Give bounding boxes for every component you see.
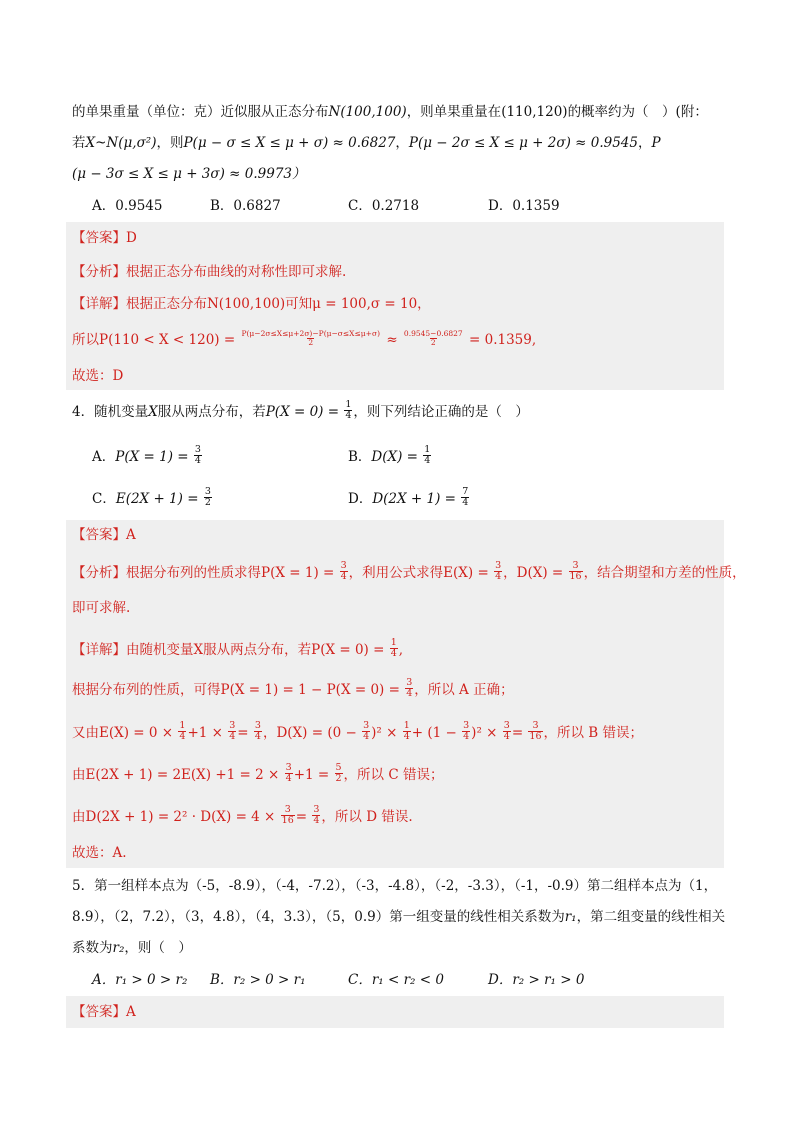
q4-detail-text: 【详解】由随机变量X服从两点分布，若P(X = 0) = — [72, 642, 385, 658]
q3-detail-text: 所以P(110 < X < 120) = — [72, 332, 236, 348]
q4-stem-fraction — [344, 400, 352, 421]
q3-stem-text: ，则单果重量在 — [406, 104, 502, 120]
q3-distribution: N(100,100) — [328, 104, 407, 120]
fraction-denominator: 4 — [254, 731, 261, 742]
q3-stem-line1 — [72, 102, 708, 122]
fraction-numerator: P(μ−2σ≤X≤μ+2σ)−P(μ−σ≤X≤μ+σ) — [241, 329, 381, 338]
fraction-numerator: 0.9545−0.6827 — [403, 329, 463, 338]
q5-stem-line1: 5．第一组样本点为（-5，-8.9），（-4，-7.2），（-3，-4.8），（-2，-3.3），（-1，-0.9）第二组样本点为（1， — [72, 878, 718, 894]
q4-detail-text: = — [295, 809, 308, 825]
fraction-numerator: 3 — [229, 720, 236, 731]
q4-detail-text: ，所以 C 错误； — [343, 767, 444, 783]
q3-stem-text: ， — [637, 135, 652, 151]
fraction-denominator: 4 — [363, 731, 370, 742]
q4-option-a[interactable] — [92, 444, 203, 468]
fraction-denominator: 4 — [406, 688, 413, 699]
fraction-denominator: 4 — [495, 571, 502, 582]
q3-detail-text: ≈ — [386, 332, 398, 348]
q5-option-a[interactable]: A．r₁ > 0 > r₂ — [92, 972, 188, 988]
q4-detail-line3 — [72, 720, 644, 744]
fraction-numerator: 3 — [572, 560, 579, 571]
option-fraction — [204, 487, 212, 508]
fraction-numerator: 3 — [194, 444, 201, 455]
fraction-denominator: 4 — [179, 731, 186, 742]
detail-fraction — [228, 721, 236, 742]
q3-interval: (110,120) — [501, 104, 568, 120]
q3-answer: 【答案】D — [72, 230, 137, 246]
q5-variable: r₂ — [112, 940, 125, 956]
detail-fraction — [281, 805, 295, 826]
option-formula: D(2X + 1) = — [372, 491, 456, 507]
q3-stem-text: 若 — [72, 135, 86, 151]
fraction-numerator: 3 — [363, 720, 370, 731]
q4-option-b[interactable] — [348, 444, 432, 468]
q5-variable: r₁ — [564, 909, 577, 925]
q4-detail-text: +1 = — [293, 767, 330, 783]
q3-stem-text: 的概率约为（ ）(附： — [567, 104, 708, 120]
option-letter: A． — [92, 449, 116, 465]
q4-stem-text: 4．随机变量 — [72, 404, 149, 420]
q4-analysis-text: ，结合期望和方差的性质， — [583, 565, 746, 581]
q4-analysis-text: ，D(X) = — [503, 565, 564, 581]
q4-detail-text: )² × — [471, 725, 498, 741]
analysis-fraction — [340, 561, 348, 582]
q4-analysis-text: 【分析】根据分布列的性质求得P(X = 1) = — [72, 565, 335, 581]
q5-option-d[interactable]: D．r₂ > r₁ > 0 — [488, 972, 585, 988]
fraction-denominator: 2 — [204, 497, 211, 508]
option-letter: D． — [348, 491, 373, 507]
q5-stem-text: ，则（ ） — [124, 940, 192, 956]
q5-stem-text: 8.9），（2，7.2），（3，4.8），（4，3.3），（5，0.9）第一组变量的线性相关系数为 — [72, 909, 565, 925]
fraction-numerator: 5 — [335, 762, 342, 773]
fraction-numerator: 1 — [345, 399, 352, 410]
q4-answer: 【答案】A — [72, 527, 136, 543]
fraction-denominator: 4 — [345, 410, 352, 421]
fraction-denominator: 16 — [281, 815, 294, 826]
q3-formula: P(μ − σ ≤ X ≤ μ + σ) ≈ 0.6827 — [183, 135, 396, 151]
option-formula: P(X = 1) = — [115, 449, 189, 465]
q3-stem-text: 的单果重量（单位：克）近似服从正态分布 — [72, 104, 329, 120]
fraction-denominator: 4 — [462, 497, 469, 508]
fraction-denominator: 16 — [529, 731, 542, 742]
q5-stem-text: 系数为 — [72, 940, 113, 956]
detail-fraction — [362, 721, 370, 742]
q5-option-c[interactable]: C．r₁ < r₂ < 0 — [348, 972, 444, 988]
q3-analysis: 【分析】根据正态分布曲线的对称性即可求解. — [72, 264, 347, 280]
q4-detail-text: ，D(X) = (0 − — [262, 725, 357, 741]
q5-stem-line2 — [72, 907, 725, 927]
fraction-numerator: 3 — [532, 720, 539, 731]
fraction-denominator: 4 — [390, 648, 397, 659]
q3-formula: P — [651, 135, 661, 151]
q3-option-b[interactable]: B．0.6827 — [210, 198, 281, 214]
fraction-numerator: 3 — [285, 762, 292, 773]
q3-formula: X~N(μ,σ²) — [85, 135, 157, 151]
fraction-numerator: 3 — [503, 720, 510, 731]
analysis-fraction — [569, 561, 583, 582]
detail-fraction — [254, 721, 262, 742]
fraction-denominator: 4 — [340, 571, 347, 582]
q5-answer: 【答案】A — [72, 1004, 136, 1020]
detail-fraction — [335, 763, 343, 784]
option-letter: C． — [92, 491, 116, 507]
fraction-numerator: 1 — [390, 637, 397, 648]
q3-detail-text: = 0.1359, — [469, 332, 537, 348]
q4-stem-text: 服从两点分布，若 — [157, 404, 266, 420]
q3-option-c[interactable]: C．0.2718 — [348, 198, 420, 214]
analysis-fraction — [494, 561, 502, 582]
option-formula: D(X) = — [371, 449, 418, 465]
fraction-denominator: 4 — [229, 731, 236, 742]
fraction-numerator: 3 — [204, 486, 211, 497]
q3-stem-line2 — [72, 133, 661, 153]
q5-option-b[interactable]: B．r₂ > 0 > r₁ — [210, 972, 306, 988]
q5-stem-line3 — [72, 938, 192, 958]
q4-option-c[interactable] — [92, 486, 213, 510]
detail-fraction — [405, 678, 413, 699]
q4-analysis-line2: 即可求解. — [72, 600, 131, 616]
fraction-denominator: 4 — [403, 731, 410, 742]
q3-detail-formula — [72, 330, 536, 350]
q4-detail-line2 — [72, 677, 514, 701]
q5-stem-text: ，第二组变量的线性相关 — [576, 909, 726, 925]
fraction-numerator: 3 — [313, 804, 320, 815]
q3-stem-line3: (μ − 3σ ≤ X ≤ μ + 3σ) ≈ 0.9973） — [72, 166, 306, 182]
fraction-numerator: 3 — [406, 677, 413, 688]
fraction-denominator: 2 — [335, 773, 342, 784]
detail-fraction — [528, 721, 542, 742]
detail-fraction — [178, 721, 186, 742]
q4-detail-text: +1 × — [187, 725, 223, 741]
q4-option-d[interactable] — [348, 486, 470, 510]
fraction-denominator: 4 — [503, 731, 510, 742]
fraction-denominator: 16 — [569, 571, 582, 582]
q3-fraction-2 — [403, 330, 464, 347]
q4-analysis-line1 — [72, 560, 746, 584]
option-fraction — [423, 445, 431, 466]
fraction-denominator: 4 — [194, 455, 201, 466]
fraction-numerator: 3 — [495, 560, 502, 571]
q4-detail-text: ，所以 D 错误. — [321, 809, 413, 825]
q3-stem-text: ， — [395, 135, 409, 151]
q4-stem — [72, 399, 529, 423]
q4-conclusion: 故选：A. — [72, 845, 127, 861]
q3-option-d[interactable]: D．0.1359 — [488, 198, 560, 214]
detail-fraction — [285, 763, 293, 784]
option-formula: E(2X + 1) = — [115, 491, 199, 507]
fraction-numerator: 3 — [284, 804, 291, 815]
q4-stem-text: ，则下列结论正确的是（ ） — [353, 404, 529, 420]
detail-fraction — [312, 805, 320, 826]
q4-variable: X — [148, 404, 158, 420]
q3-option-a[interactable]: A．0.9545 — [92, 198, 163, 214]
q4-detail-text: = — [511, 725, 524, 741]
q4-analysis-text: ，利用公式求得E(X) = — [348, 565, 489, 581]
fraction-denominator: 4 — [424, 455, 431, 466]
q4-detail-text: 根据分布列的性质，可得P(X = 1) = 1 − P(X = 0) = — [72, 682, 400, 698]
fraction-denominator: 4 — [313, 815, 320, 826]
detail-fraction — [390, 638, 398, 659]
q3-stem-text: ，则 — [156, 135, 184, 151]
fraction-numerator: 3 — [340, 560, 347, 571]
q3-conclusion: 故选：D — [72, 368, 124, 384]
q4-detail-text: 又由E(X) = 0 × — [72, 725, 174, 741]
detail-fraction — [462, 721, 470, 742]
fraction-denominator: 2 — [308, 338, 314, 347]
option-letter: B． — [348, 449, 372, 465]
fraction-numerator: 1 — [403, 720, 410, 731]
q4-detail-text: , — [398, 642, 404, 658]
detail-fraction — [503, 721, 511, 742]
q3-detail: 【详解】根据正态分布N(100,100)可知μ = 100,σ = 10， — [72, 296, 431, 312]
detail-fraction — [403, 721, 411, 742]
q4-detail-text: )² × — [371, 725, 398, 741]
q4-detail-line1 — [72, 637, 404, 661]
q4-detail-text: 由E(2X + 1) = 2E(X) +1 = 2 × — [72, 767, 280, 783]
q5-answer-block — [66, 996, 724, 1028]
fraction-numerator: 1 — [424, 444, 431, 455]
q4-formula: P(X = 0) = — [265, 404, 340, 420]
q4-detail-text: + (1 − — [411, 725, 457, 741]
q3-formula: P(μ − 2σ ≤ X ≤ μ + 2σ) ≈ 0.9545 — [408, 135, 638, 151]
q4-detail-text: ，所以 B 错误； — [543, 725, 644, 741]
fraction-numerator: 1 — [179, 720, 186, 731]
q4-detail-line4 — [72, 762, 444, 786]
option-fraction — [461, 487, 469, 508]
q4-detail-text: = — [237, 725, 249, 741]
fraction-denominator: 4 — [463, 731, 470, 742]
q3-fraction-1 — [240, 330, 381, 347]
fraction-numerator: 7 — [462, 486, 469, 497]
q4-detail-text: ，所以 A 正确； — [414, 682, 514, 698]
fraction-denominator: 4 — [285, 773, 292, 784]
q4-detail-line5 — [72, 804, 413, 828]
fraction-numerator: 3 — [254, 720, 261, 731]
option-fraction — [194, 445, 202, 466]
fraction-denominator: 2 — [430, 338, 436, 347]
fraction-numerator: 3 — [463, 720, 470, 731]
q4-detail-text: 由D(2X + 1) = 2² · D(X) = 4 × — [72, 809, 276, 825]
